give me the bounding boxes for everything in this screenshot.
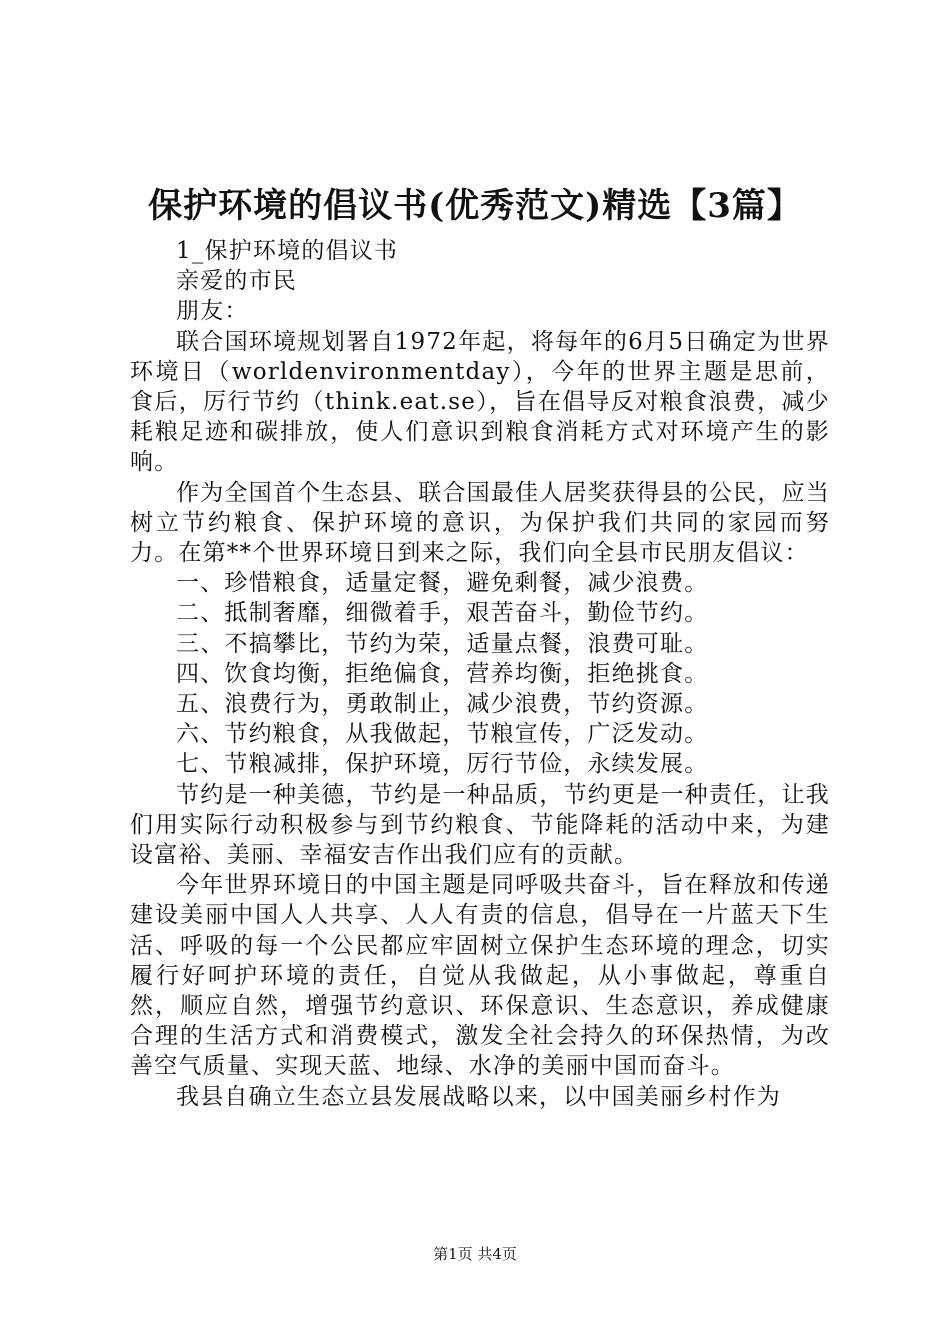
list-item: 六、节约粮食，从我做起，节粮宣传，广泛发动。 [176, 721, 709, 748]
paragraph-theme: 今年世界环境日的中国主题是同呼吸共奋斗，旨在释放和传递建设美丽中国人人共享、人人有责的信息，倡导在一片蓝天下生活、呼吸的每一个公民都应牢固树立保护生态环境的理念，切实履行好呵护环境的责任，自觉从我做起，从小事做起，尊重自然，顺应自然，增强节约意识、环保意识、生态意识，养成健康合理的生活方式和消费模式，激发全社会持久的环保热情，为改善空气质量、实现天蓝、地绿、水净的美丽中国而奋斗。 [130, 872, 830, 1080]
paragraph-intro: 联合国环境规划署自1972年起，将每年的6月5日确定为世界环境日（worldenvironmentday），今年的世界主题是思前，食后，厉行节约（think.eat.se），旨在倡导反对粮食浪费，减少耗粮足迹和碳排放，使人们意识到粮食消耗方式对环境产生的影响。 [130, 328, 830, 476]
list-item: 二、抵制奢靡，细微着手，艰苦奋斗，勤俭节约。 [176, 600, 709, 627]
section-heading: 1_保护环境的倡议书 [176, 238, 399, 264]
greeting-line-2: 朋友： [176, 298, 249, 325]
document-title: 保护环境的倡议书(优秀范文)精选【3篇】 [148, 186, 802, 226]
page-footer: 第1页 共4页 [433, 1245, 517, 1263]
greeting-line-1: 亲爱的市民 [176, 268, 297, 295]
list-item: 五、浪费行为，勇敢制止，减少浪费，节约资源。 [176, 691, 709, 718]
document-body [130, 236, 830, 1112]
paragraph-call: 作为全国首个生态县、联合国最佳人居奖获得县的公民，应当树立节约粮食、保护环境的意识，为保护我们共同的家园而努力。在第**个世界环境日到来之际，我们向全县市民朋友倡议： [130, 479, 830, 567]
list-item: 七、节粮减排，保护环境，厉行节俭，永续发展。 [176, 751, 709, 778]
list-item: 一、珍惜粮食，适量定餐，避免剩餐，减少浪费。 [176, 570, 709, 597]
list-item: 三、不搞攀比，节约为荣，适量点餐，浪费可耻。 [176, 630, 709, 657]
list-item: 四、饮食均衡，拒绝偏食，营养均衡，拒绝挑食。 [176, 660, 709, 687]
paragraph-county: 我县自确立生态立县发展战略以来，以中国美丽乡村作为 [176, 1083, 781, 1110]
paragraph-virtue: 节约是一种美德，节约是一种品质，节约更是一种责任，让我们用实际行动积极参与到节约粮食、节能降耗的活动中来，为建设富裕、美丽、幸福安吉作出我们应有的贡献。 [130, 781, 830, 869]
